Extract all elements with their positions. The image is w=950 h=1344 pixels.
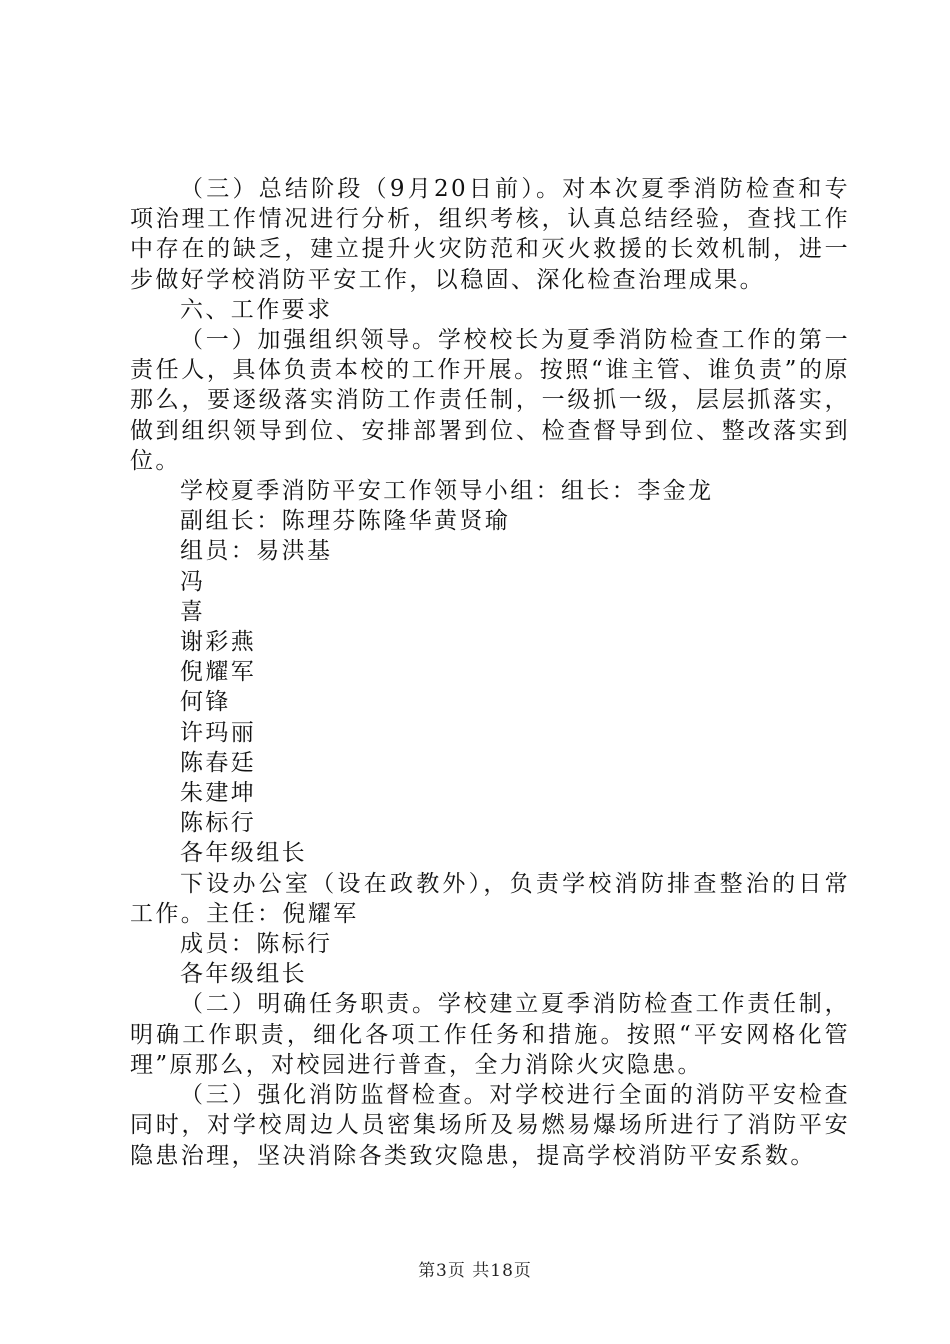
member-name: 谢彩燕 [180,629,257,656]
member-name: 喜 [180,598,206,625]
member-name: 冯 [180,568,206,595]
leading-group-members: 组员：易洪基 [180,538,333,565]
member-name: 各年级组长 [180,961,307,988]
member-name: 朱建坤 [180,780,257,807]
member-name: 许玛丽 [180,719,257,746]
leading-group-leader: 学校夏季消防平安工作领导小组：组长：李金龙 [180,478,714,505]
member-name: 倪耀军 [180,659,257,686]
member-name: 陈春廷 [180,749,257,776]
document-body [130,174,850,1171]
page-footer [0,1256,950,1281]
member-name: 各年级组长 [180,840,307,867]
page-number: 第3页 [418,1261,466,1281]
paragraph-strengthen-leadership: （一）加强组织领导。学校校长为夏季消防检查工作的第一责任人，具体负责本校的工作开展。按照“谁主管、谁负责”的原那么，要逐级落实消防工作责任制，一级抓一级，层层抓落实，做到组织领导到位、安排部署到位、检查督导到位、整改落实到位。 [130,327,850,474]
page-total: 共18页 [472,1261,532,1281]
heading-work-requirements: 六、工作要求 [180,296,333,323]
leading-group-deputies: 副组长：陈理芬陈隆华黄贤瑜 [180,508,511,535]
paragraph-strengthen-inspection: （三）强化消防监督检查。对学校进行全面的消防平安检查同时，对学校周边人员密集场所及易燃易爆场所进行了消防平安隐患治理，坚决消除各类致灾隐患，提高学校消防平安系数。 [130,1082,850,1169]
member-name: 何锋 [180,689,231,716]
paragraph-summary-stage: （三）总结阶段（9月20日前）。对本次夏季消防检查和专项治理工作情况进行分析，组织考核，认真总结经验，查找工作中存在的缺乏，建立提升火灾防范和灭火救援的长效机制，进一步做好学校消防平安工作，以稳固、深化检查治理成果。 [130,176,850,293]
office-members: 成员：陈标行 [180,931,333,958]
paragraph-office: 下设办公室（设在政教外），负责学校消防排查整治的日常工作。主任：倪耀军 [130,870,850,927]
paragraph-clarify-duties: （二）明确任务职责。学校建立夏季消防检查工作责任制，明确工作职责，细化各项工作任务和措施。按照“平安网格化管理”原那么，对校园进行普查，全力消除火灾隐患。 [130,991,850,1078]
member-name: 陈标行 [180,810,257,837]
